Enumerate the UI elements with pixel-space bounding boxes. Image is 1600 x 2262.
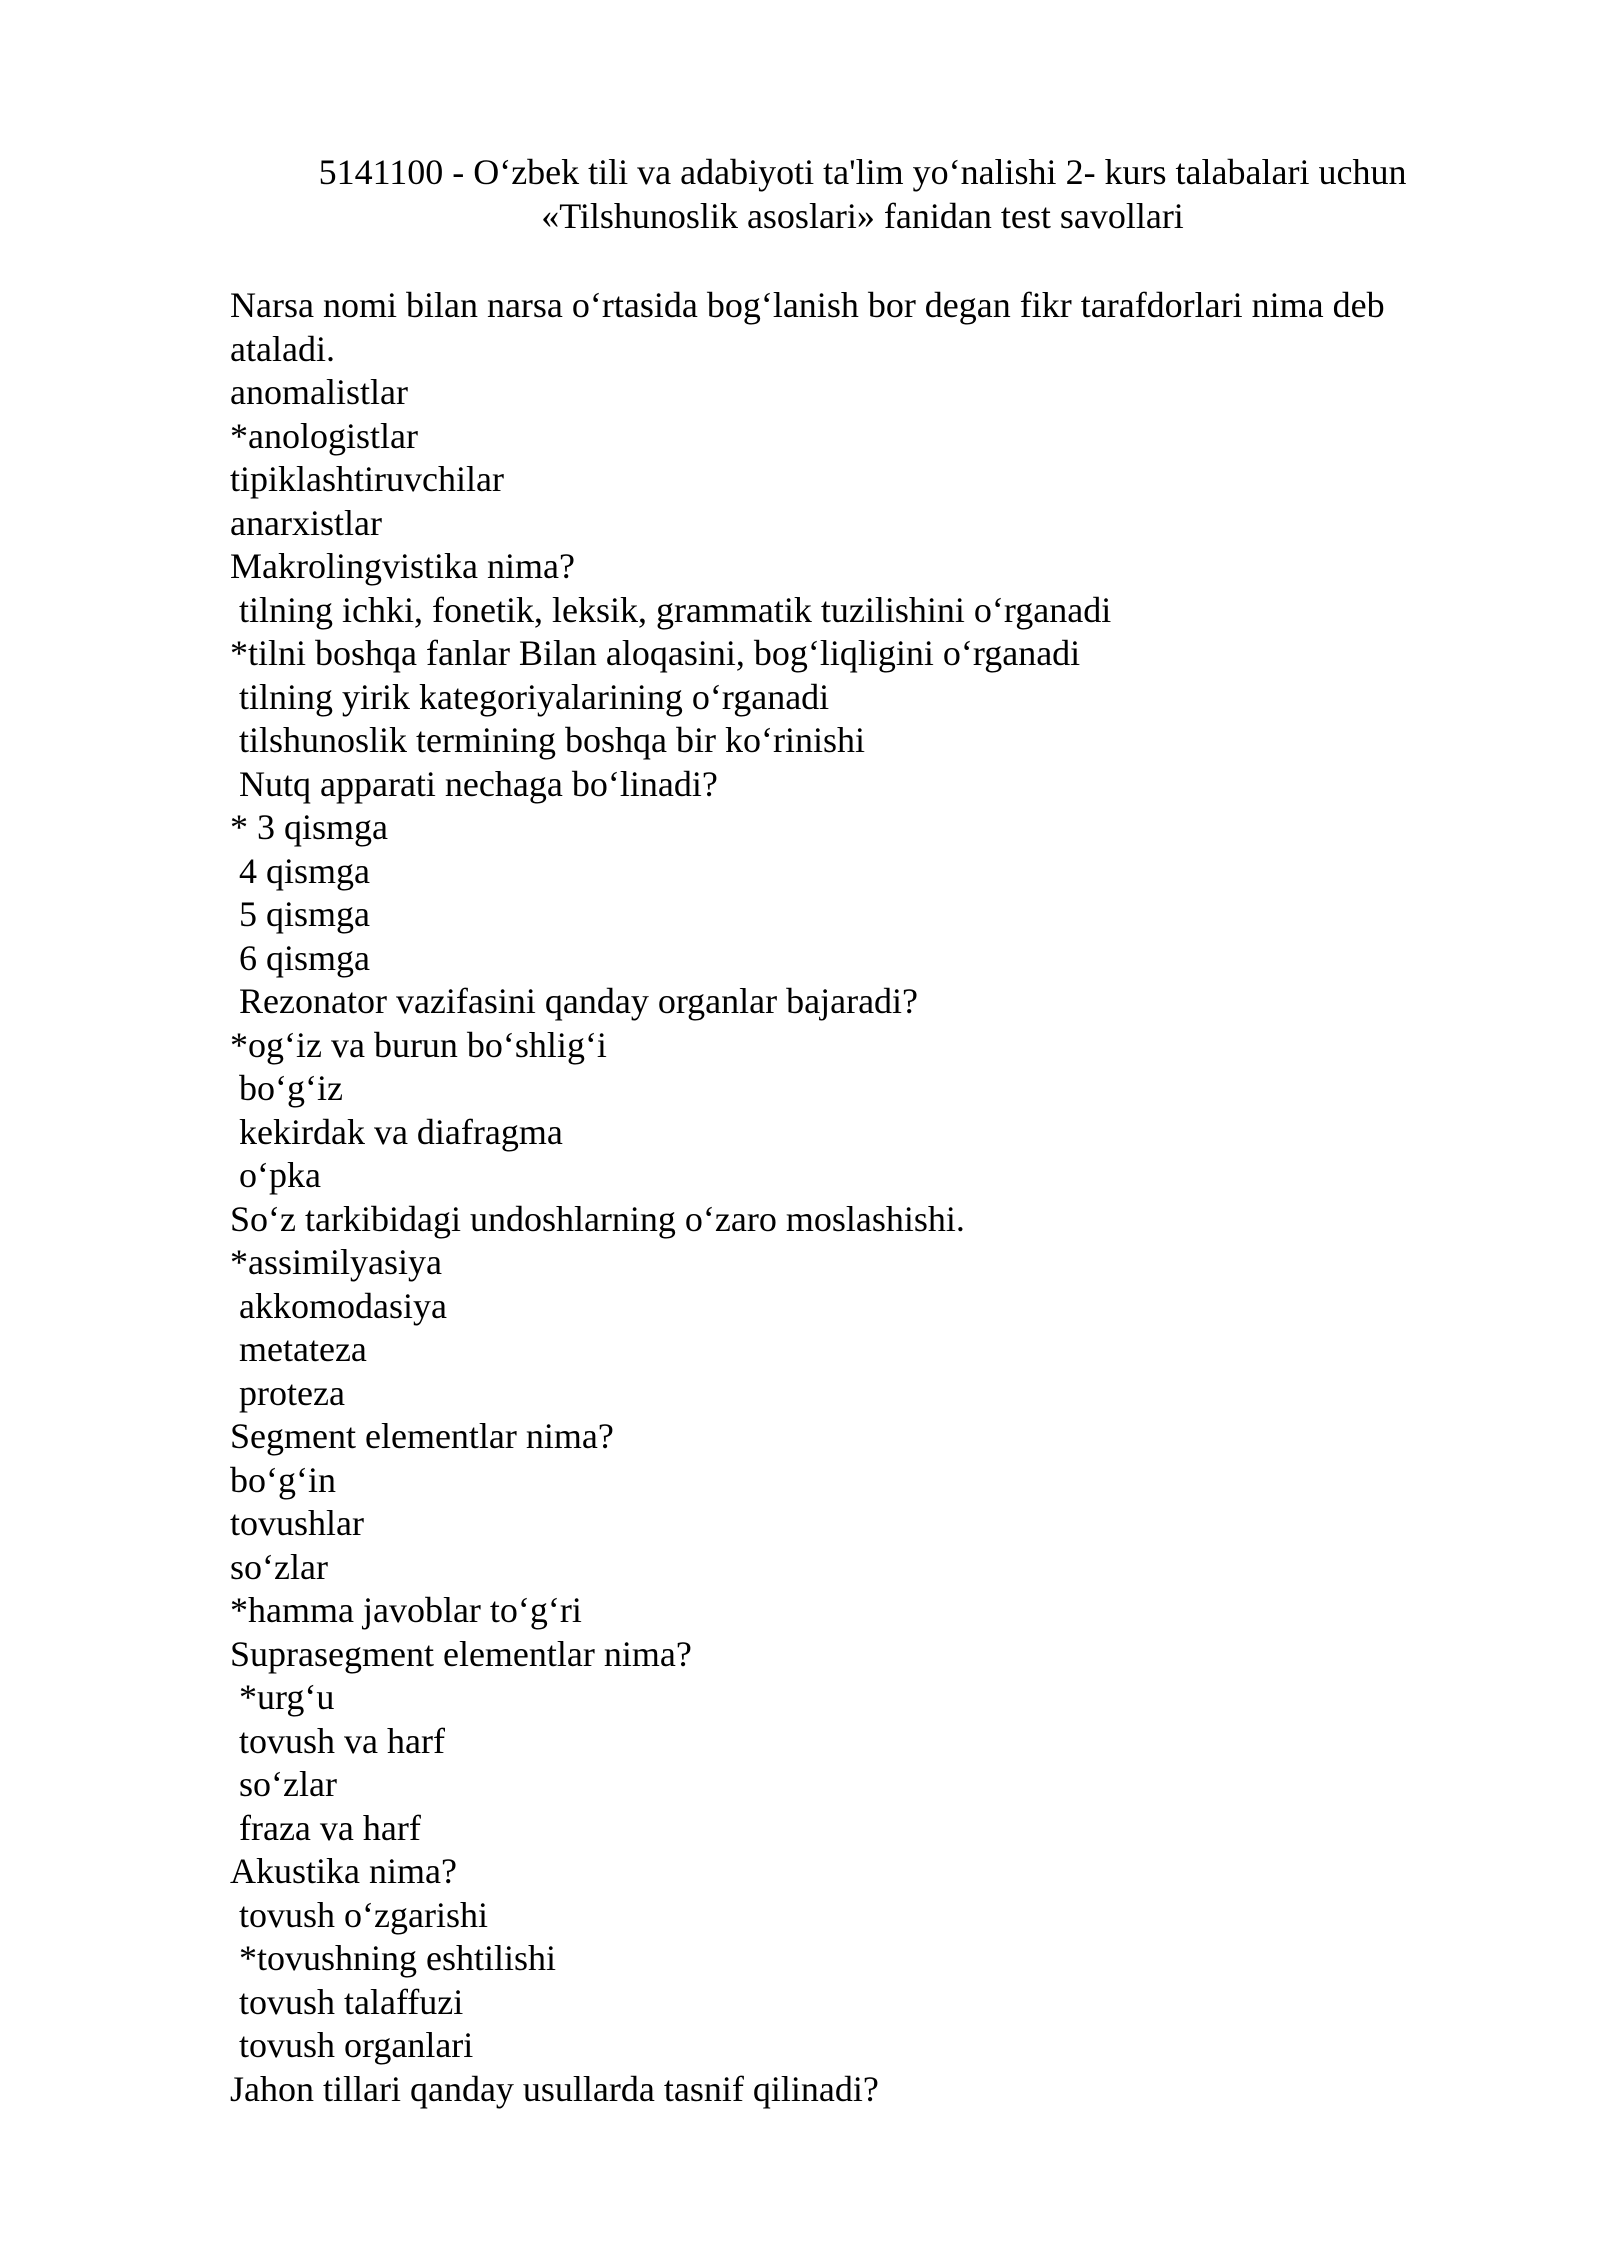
text-line: proteza xyxy=(230,1372,345,1413)
text-line: anomalistlar xyxy=(230,372,408,412)
text-line: *tovushning eshtilishi xyxy=(230,1938,557,1978)
text-line: Jahon tillari qanday usullarda tasnif qilinadi? xyxy=(230,2068,879,2109)
text-line: ataladi. xyxy=(230,328,335,369)
text-line: Makrolingvistika nima? xyxy=(230,546,575,586)
text-line: *assimilyasiya xyxy=(230,1242,442,1282)
text-line: 4 qismga xyxy=(230,850,370,891)
text-line: Rezonator vazifasini qanday organlar bajaradi? xyxy=(230,981,919,1021)
text-line: fraza va harf xyxy=(230,1807,421,1848)
text-line: kekirdak va diafragma xyxy=(230,1111,563,1152)
document-title xyxy=(230,150,1495,238)
text-line: tovush va harf xyxy=(230,1720,445,1761)
text-line: bo‘g‘in xyxy=(230,1459,336,1500)
text-line: tovush o‘zgarishi xyxy=(230,1894,488,1935)
text-line: Segment elementlar nima? xyxy=(230,1416,614,1456)
text-line: 6 qismga xyxy=(230,937,370,978)
text-line: so‘zlar xyxy=(230,1764,337,1804)
text-line: *tilni boshqa fanlar Bilan aloqasini, bog‘liqligini o‘rganadi xyxy=(230,633,1081,673)
text-line: akkomodasiya xyxy=(230,1285,447,1326)
text-line: Narsa nomi bilan narsa o‘rtasida bog‘lanish bor degan fikr tarafdorlari nima deb xyxy=(230,285,1385,325)
text-line: 5 qismga xyxy=(230,894,370,934)
text-line: tipiklashtiruvchilar xyxy=(230,459,504,499)
text-line: * 3 qismga xyxy=(230,807,388,847)
text-line: *urg‘u xyxy=(230,1677,335,1717)
title-line-1: 5141100 - O‘zbek tili va adabiyoti ta'lim yo‘nalishi 2- kurs talabalari uchun xyxy=(318,152,1407,192)
text-line: tilshunoslik termining boshqa bir ko‘rinishi xyxy=(230,720,865,760)
text-line: Nutq apparati nechaga bo‘linadi? xyxy=(230,763,718,804)
text-line: tilning ichki, fonetik, leksik, grammatik tuzilishini o‘rganadi xyxy=(230,589,1112,630)
text-line: *anologistlar xyxy=(230,415,418,456)
title-line-2: «Tilshunoslik asoslari» fanidan test savollari xyxy=(541,196,1184,236)
test-questions-body xyxy=(230,284,1460,2111)
text-line: *og‘iz va burun bo‘shlig‘i xyxy=(230,1024,607,1065)
text-line: anarxistlar xyxy=(230,502,382,543)
text-line: Akustika nima? xyxy=(230,1851,457,1891)
text-line: tovush talaffuzi xyxy=(230,1981,464,2022)
text-line: bo‘g‘iz xyxy=(230,1068,343,1108)
text-line: Suprasegment elementlar nima? xyxy=(230,1633,692,1674)
text-line: tovush organlari xyxy=(230,2025,474,2065)
text-line: so‘zlar xyxy=(230,1546,328,1587)
text-line: *hamma javoblar to‘g‘ri xyxy=(230,1590,582,1630)
text-line: tilning yirik kategoriyalarining o‘rganadi xyxy=(230,676,830,717)
text-line: tovushlar xyxy=(230,1503,364,1543)
text-line: o‘pka xyxy=(230,1155,321,1195)
text-line: metateza xyxy=(230,1329,367,1369)
text-line: So‘z tarkibidagi undoshlarning o‘zaro moslashishi. xyxy=(230,1198,965,1239)
